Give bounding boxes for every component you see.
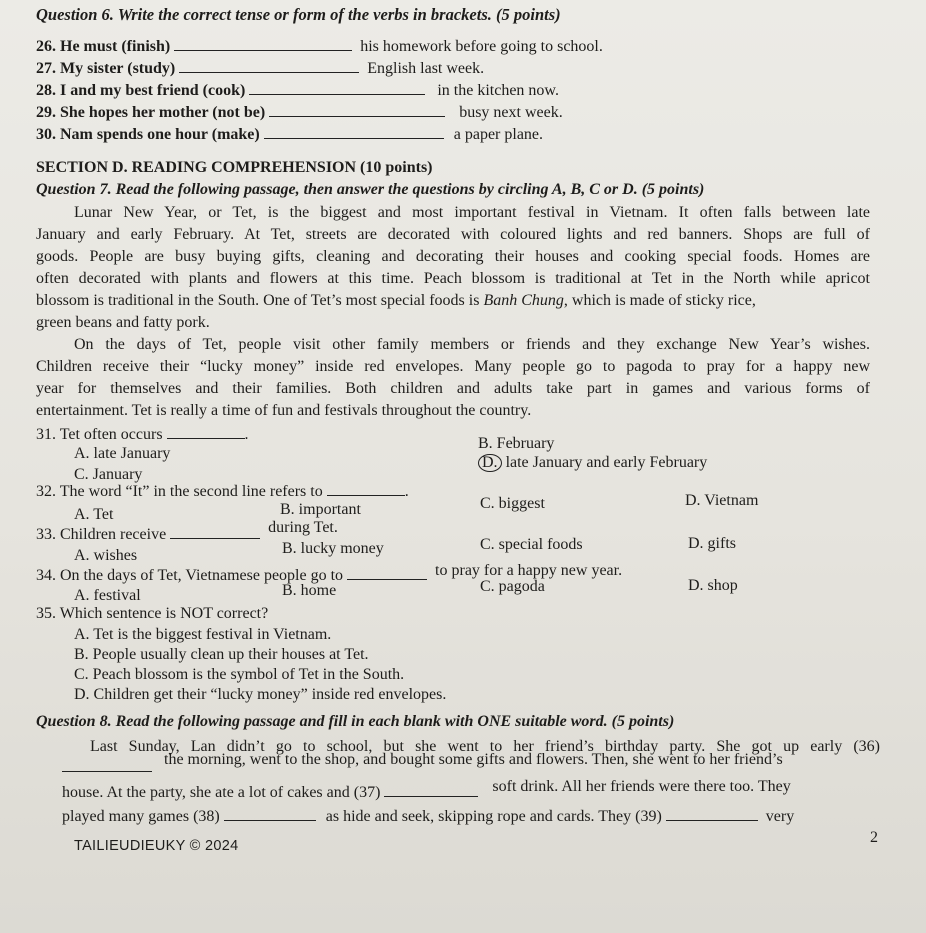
q32-option-a[interactable]: A. Tet [74, 506, 114, 523]
q30-blank[interactable] [264, 124, 444, 139]
q27-tail: English last week. [367, 60, 485, 77]
cloze-line-1: Last Sunday, Lan didn’t go to school, but she went to her friend’s birthday party. She got up early (36) [90, 738, 880, 755]
question-30 [36, 124, 543, 145]
cloze-line-3-text-a: house. At the party, she ate a lot of cakes and (37) [62, 784, 381, 801]
passage-line: year for themselves and their families. Both children and adults take part in games and various forms of [36, 380, 870, 397]
q34-option-d[interactable]: D. shop [688, 577, 738, 594]
cloze-line-4-text-b: as hide and seek, skipping rope and cards. They (39) [325, 808, 662, 825]
passage-line: green beans and fatty pork. [36, 314, 210, 331]
passage-line: goods. People are busy buying gifts, cleaning and decorating their houses and cooking special foods. Homes are [36, 248, 870, 265]
passage-line: On the days of Tet, people visit other family members or friends and they exchange New Year’s wishes. [74, 336, 870, 353]
q26-tail: his homework before going to school. [360, 38, 603, 55]
q32-option-c[interactable]: C. biggest [480, 495, 545, 512]
q28-blank[interactable] [249, 80, 425, 95]
q35-option-a[interactable]: A. Tet is the biggest festival in Vietnam. [74, 626, 332, 643]
q32-option-d[interactable]: D. Vietnam [685, 492, 759, 509]
question-35: 35. Which sentence is NOT correct? [36, 605, 269, 622]
q35-option-c[interactable]: C. Peach blossom is the symbol of Tet in the South. [74, 666, 405, 683]
passage-text: , which is made of sticky rice, [563, 292, 756, 309]
cloze-line-2-text: the morning, went to the shop, and bought some gifts and flowers. Then, she went to her friend’s [164, 751, 783, 768]
q31-end: . [244, 426, 249, 443]
q26-blank[interactable] [174, 36, 352, 51]
q27-blank[interactable] [179, 58, 359, 73]
q31-blank[interactable] [167, 424, 245, 439]
q31-option-d-text: late January and early February [505, 454, 708, 471]
q31-option-c[interactable]: C. January [74, 466, 143, 483]
blank-39[interactable] [666, 806, 758, 821]
q28-stem: 28. I and my best friend (cook) [36, 82, 246, 99]
footer-watermark: TAILIEUDIEUKY © 2024 [74, 838, 239, 854]
question-6-title: Question 6. Write the correct tense or form of the verbs in brackets. (5 points) [36, 5, 561, 24]
passage-line: entertainment. Tet is really a time of fun and festivals throughout the country. [36, 402, 532, 419]
q33-option-c[interactable]: C. special foods [480, 536, 583, 553]
cloze-line-3 [62, 778, 791, 803]
question-7-title: Question 7. Read the following passage, then answer the questions by circling A, B, C or D. (5 points) [36, 181, 705, 198]
question-29 [36, 102, 563, 123]
q32-blank[interactable] [327, 481, 405, 496]
q31-stem: 31. Tet often occurs [36, 426, 163, 443]
q33-tail: during Tet. [268, 519, 338, 536]
q34-option-a[interactable]: A. festival [74, 587, 141, 604]
passage-line: Lunar New Year, or Tet, is the biggest and most important festival in Vietnam. It often falls between late [74, 204, 870, 221]
q29-blank[interactable] [269, 102, 445, 117]
q31-option-d[interactable] [478, 453, 707, 473]
q34-tail: to pray for a happy new year. [435, 562, 623, 579]
passage-line: often decorated with plants and flowers at this time. Peach blossom is traditional at Tet in the North while apricot [36, 270, 870, 287]
passage-line [36, 291, 756, 311]
q31-option-a[interactable]: A. late January [74, 445, 171, 462]
cloze-line-2 [62, 751, 783, 778]
q33-blank[interactable] [170, 524, 260, 539]
cloze-line-4-text-c: very [765, 808, 795, 825]
q32-stem: 32. The word “It” in the second line refers to [36, 483, 323, 500]
q33-stem: 33. Children receive [36, 526, 167, 543]
blank-38[interactable] [224, 806, 316, 821]
q32-end: . [404, 483, 409, 500]
q34-option-c[interactable]: C. pagoda [480, 578, 545, 595]
q33-option-b[interactable]: B. lucky money [282, 540, 384, 557]
q34-option-b[interactable]: B. home [282, 582, 337, 599]
passage-line: January and early February. At Tet, streets are decorated with coloured lights and red banners. Shops are full of [36, 226, 870, 243]
question-31 [36, 424, 249, 445]
q29-tail: busy next week. [459, 104, 563, 121]
q34-stem: 34. On the days of Tet, Vietnamese people go to [36, 567, 344, 584]
passage-line: Children receive their “lucky money” inside red envelopes. Many people go to pagoda to pray for a happy new [36, 358, 870, 375]
q27-stem: 27. My sister (study) [36, 60, 176, 77]
q34-blank[interactable] [347, 565, 427, 580]
q33-option-d[interactable]: D. gifts [688, 535, 736, 552]
blank-37[interactable] [384, 782, 478, 797]
question-32 [36, 481, 409, 502]
question-27 [36, 58, 484, 79]
question-8-title: Question 8. Read the following passage and fill in each blank with ONE suitable word. (5 points) [36, 713, 675, 730]
cloze-line-4 [62, 806, 794, 827]
banh-chung-term: Banh Chung [483, 292, 564, 309]
q33-option-a[interactable]: A. wishes [74, 547, 138, 564]
blank-36[interactable] [62, 757, 152, 772]
cloze-line-3-text-b: soft drink. All her friends were there too. They [492, 778, 791, 795]
question-26 [36, 36, 603, 57]
q35-option-d[interactable]: D. Children get their “lucky money” inside red envelopes. [74, 686, 447, 703]
q31-option-b[interactable]: B. February [478, 435, 555, 452]
question-28 [36, 80, 559, 101]
q28-tail: in the kitchen now. [437, 82, 559, 99]
q26-stem: 26. He must (finish) [36, 38, 171, 55]
q31-answer-circle: D. [478, 454, 502, 472]
q35-option-b[interactable]: B. People usually clean up their houses at Tet. [74, 646, 369, 663]
q30-tail: a paper plane. [453, 126, 544, 143]
cloze-line-4-text-a: played many games (38) [62, 808, 220, 825]
page-number: 2 [870, 829, 878, 846]
q30-stem: 30. Nam spends one hour (make) [36, 126, 260, 143]
q29-stem: 29. She hopes her mother (not be) [36, 104, 266, 121]
q32-option-b[interactable]: B. important [280, 501, 361, 518]
section-d-title: SECTION D. READING COMPREHENSION (10 points) [36, 159, 433, 176]
passage-text: blossom is traditional in the South. One of Tet’s most special foods is [36, 292, 484, 309]
